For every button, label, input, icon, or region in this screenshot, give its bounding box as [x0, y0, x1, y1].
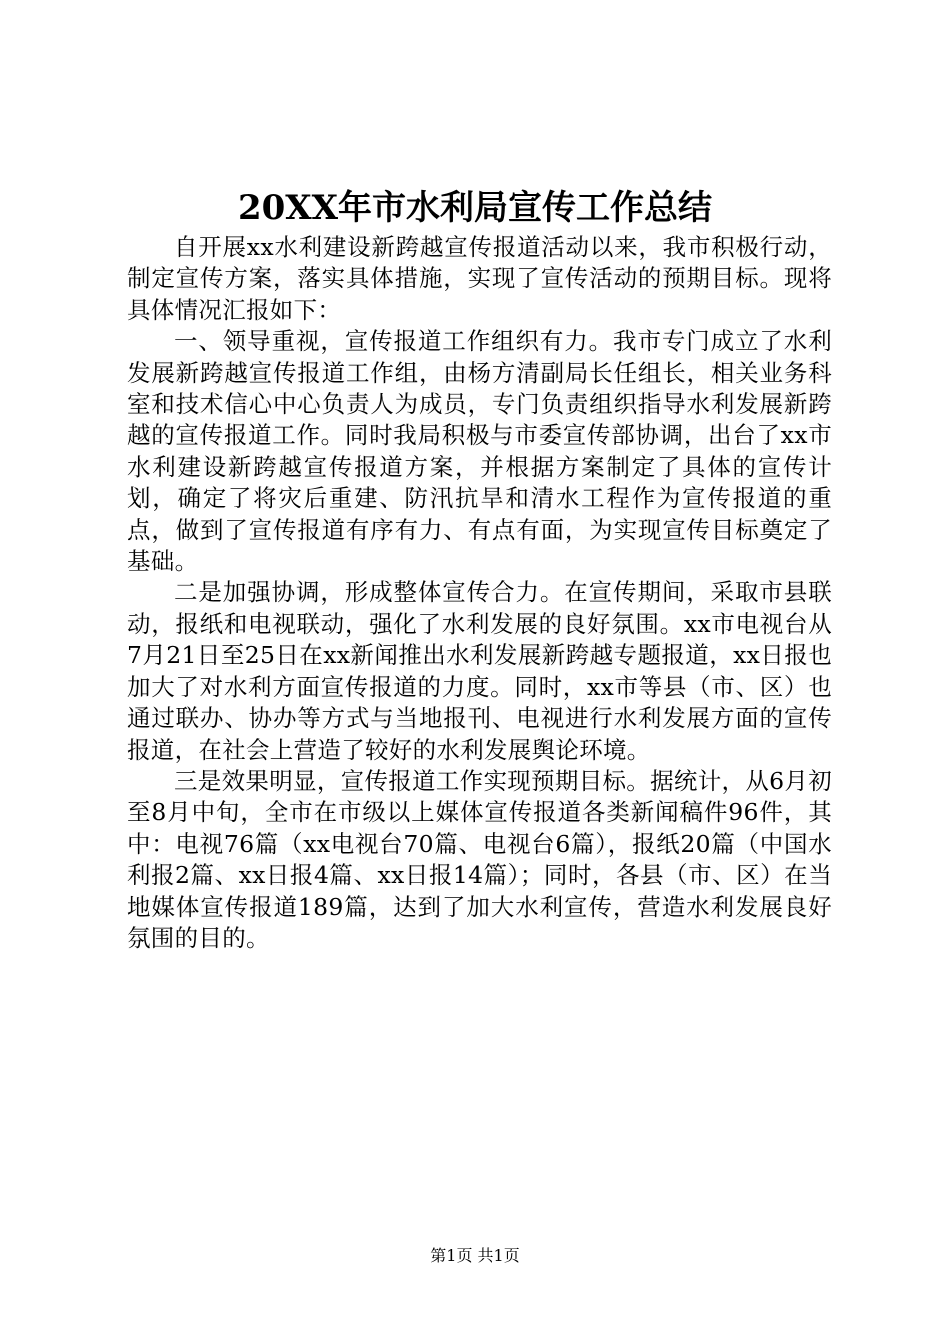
- document-title: 20XX年市水利局宣传工作总结: [237, 188, 713, 228]
- paragraph-intro: 自开展xx水利建设新跨越宣传报道活动以来，我市积极行动，制定宣传方案，落实具体措施，实现了宣传活动的预期目标。现将具体情况汇报如下：: [127, 233, 832, 324]
- paragraph-results: 三是效果明显，宣传报道工作实现预期目标。据统计，从6月初至8月中旬，全市在市级以上媒体宣传报道各类新闻稿件96件，其中：电视76篇（xx电视台70篇、电视台6篇），报纸20篇（中国水利报2篇、xx日报4篇、xx日报14篇）；同时，各县（市、区）在当地媒体宣传报道189篇，达到了加大水利宣传，营造水利发展良好氛围的目的。: [127, 766, 832, 952]
- page-number-footer: 第1页 共1页: [430, 1246, 520, 1265]
- paragraph-leadership: 一、领导重视，宣传报道工作组织有力。我市专门成立了水利发展新跨越宣传报道工作组，由杨方清副局长任组长，相关业务科室和技术信心中心负责人为成员，专门负责组织指导水利发展新跨越的宣传报道工作。同时我局积极与市委宣传部协调，出台了xx市水利建设新跨越宣传报道方案，并根据方案制定了具体的宣传计划，确定了将灾后重建、防汛抗旱和清水工程作为宣传报道的重点，做到了宣传报道有序有力、有点有面，为实现宣传目标奠定了基础。: [127, 327, 832, 576]
- document-body: [127, 232, 832, 954]
- paragraph-coordination: 二是加强协调，形成整体宣传合力。在宣传期间，采取市县联动，报纸和电视联动，强化了水利发展的良好氛围。xx市电视台从7月21日至25日在xx新闻推出水利发展新跨越专题报道，xx日报也加大了对水利方面宣传报道的力度。同时，xx市等县（市、区）也通过联办、协办等方式与当地报刊、电视进行水利发展方面的宣传报道，在社会上营造了较好的水利发展舆论环境。: [127, 578, 832, 764]
